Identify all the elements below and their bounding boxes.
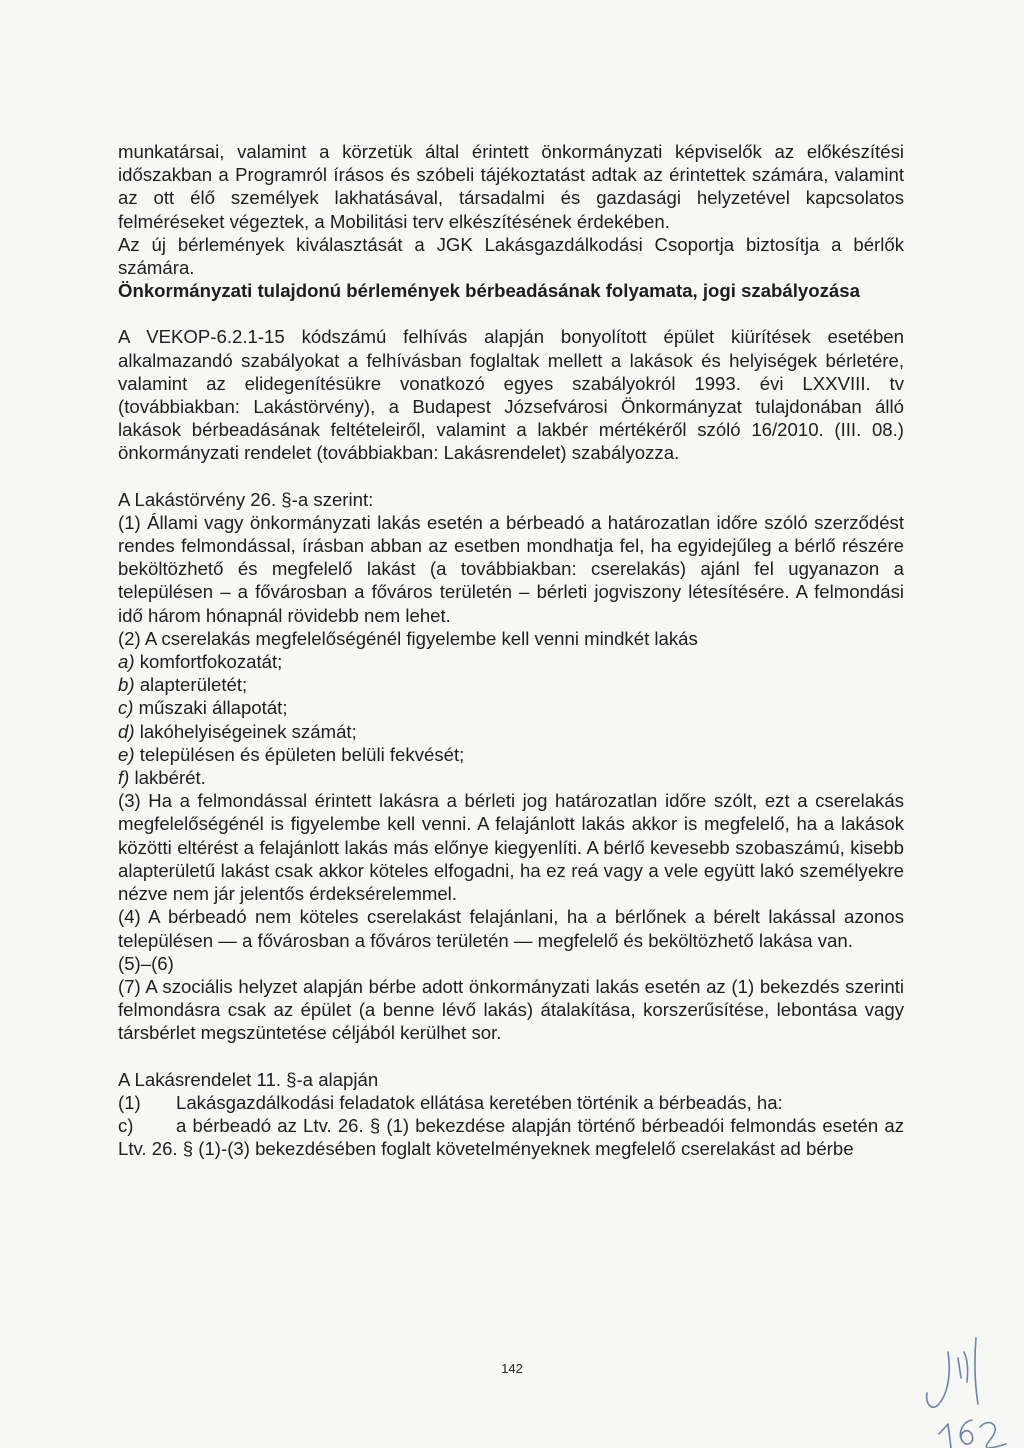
paragraph-vekop: A VEKOP-6.2.1-15 kódszámú felhívás alapján bonyolított épület kiürítések esetében alkalmazandó szabályokat a felhívásban foglaltak mellett a lakások és helyiségek bérletére, valamint az elidegenítésükre vonatkozó egyes szabályokról 1993. évi LXXVIII. tv (továbbiakban: Lakástörvény), a Budapest Józsefvárosi Önkormányzat tulajdonában álló lakások bérbeadásának feltételeiről, valamint a lakbér mértékéről szóló 16/2010. (III. 08.) önkormányzati rendelet (továbbiakban: Lakásrendelet) szabályozza.: [118, 326, 904, 464]
list-item: a) komfortfokozatát;: [118, 651, 283, 673]
list-item: e) településen és épületen belüli fekvését;: [118, 743, 465, 765]
list-item: c) műszaki állapotát;: [118, 697, 288, 719]
rendelet-item-text: Lakásgazdálkodási feladatok ellátása keretében történik a bérbeadás, ha:: [176, 1091, 783, 1113]
list-item: d) lakóhelyiségeinek számát;: [118, 720, 357, 742]
rendelet-item-number: (1): [118, 1091, 141, 1113]
rendelet-item-letter: c): [118, 1114, 134, 1136]
paragraph-section-5-6: (5)–(6): [118, 952, 174, 974]
paragraph-section-7: (7) A szociális helyzet alapján bérbe adott önkormányzati lakás esetén az (1) bekezdés szerinti felmondásra csak az épület (a benne lévő lakás) átalakítása, korszerűsítése, lebontása vagy társbérlet megszüntetése céljából kerülhet sor.: [118, 975, 904, 1044]
list-item: b) alapterületét;: [118, 674, 248, 696]
paragraph-intro: munkatársai, valamint a körzetük által érintett önkormányzati képviselők az előkészítési időszakban a Programról írásos és szóbeli tájékoztatást adtak az érintettek számára, valamint az ott élő személyek lakhatásával, társadalmi és gazdasági helyzetével kapcsolatos felméréseket végeztek, a Mobilitási terv elkészítésének érdekében.: [118, 141, 904, 232]
section-heading: Önkormányzati tulajdonú bérlemények bérbeadásának folyamata, jogi szabályozása: [118, 280, 860, 302]
paragraph-section-2: (2) A cserelakás megfelelőségénél figyelembe kell venni mindkét lakás: [118, 627, 698, 649]
page-number: 142: [501, 1361, 523, 1376]
paragraph-section-3: (3) Ha a felmondással érintett lakásra a bérleti jog határozatlan időre szólt, ezt a cserelakás megfelelőségénél is figyelembe kell venni. A felajánlott lakás akkor is megfelelő, ha a lakások közötti eltérést a felajánlott lakás más előnye kiegyenlíti. A bérlő kevesebb szobaszámú, kisebb alapterületű lakást csak akkor köteles elfogadni, ha ez reá vagy a vele együtt lakó személyekre nézve nem jár jelentős érdeksérelemmel.: [118, 790, 904, 905]
list-item: f) lakbérét.: [118, 767, 206, 789]
paragraph-section-4: (4) A bérbeadó nem köteles cserelakást felajánlani, ha a bérlőnek a bérelt lakással azonos településen — a fővárosban a főváros területén — megfelelő és beköltözhető lakása van.: [118, 906, 904, 951]
paragraph-lakasrendelet-intro: A Lakásrendelet 11. §-a alapján: [118, 1068, 379, 1090]
paragraph-jgk: Az új bérlemények kiválasztását a JGK Lakásgazdálkodási Csoportja biztosítja a bérlők számára.: [118, 233, 904, 279]
rendelet-item-c-text: a bérbeadó az Ltv. 26. § (1) bekezdése alapján történő bérbeadói felmondás esetén az Ltv. 26. § (1)-(3) bekezdésében foglalt követelményeknek megfelelő cserelakást ad bérbe: [118, 1114, 904, 1160]
paragraph-section-1: (1) Állami vagy önkormányzati lakás esetén a bérbeadó a határozatlan időre szóló szerződést rendes felmondással, írásban abban az esetben mondhatja fel, ha egyidejűleg a bérlő részére beköltözhető és megfelelő lakást (a továbbiakban: cserelakás) ajánl fel ugyanazon a településen – a fővárosban a főváros területén – bérleti jogviszony létesítésére. A felmondási idő három hónapnál rövidebb nem lehet.: [118, 511, 904, 626]
paragraph-lakastorveny-intro: A Lakástörvény 26. §-a szerint:: [118, 488, 374, 510]
